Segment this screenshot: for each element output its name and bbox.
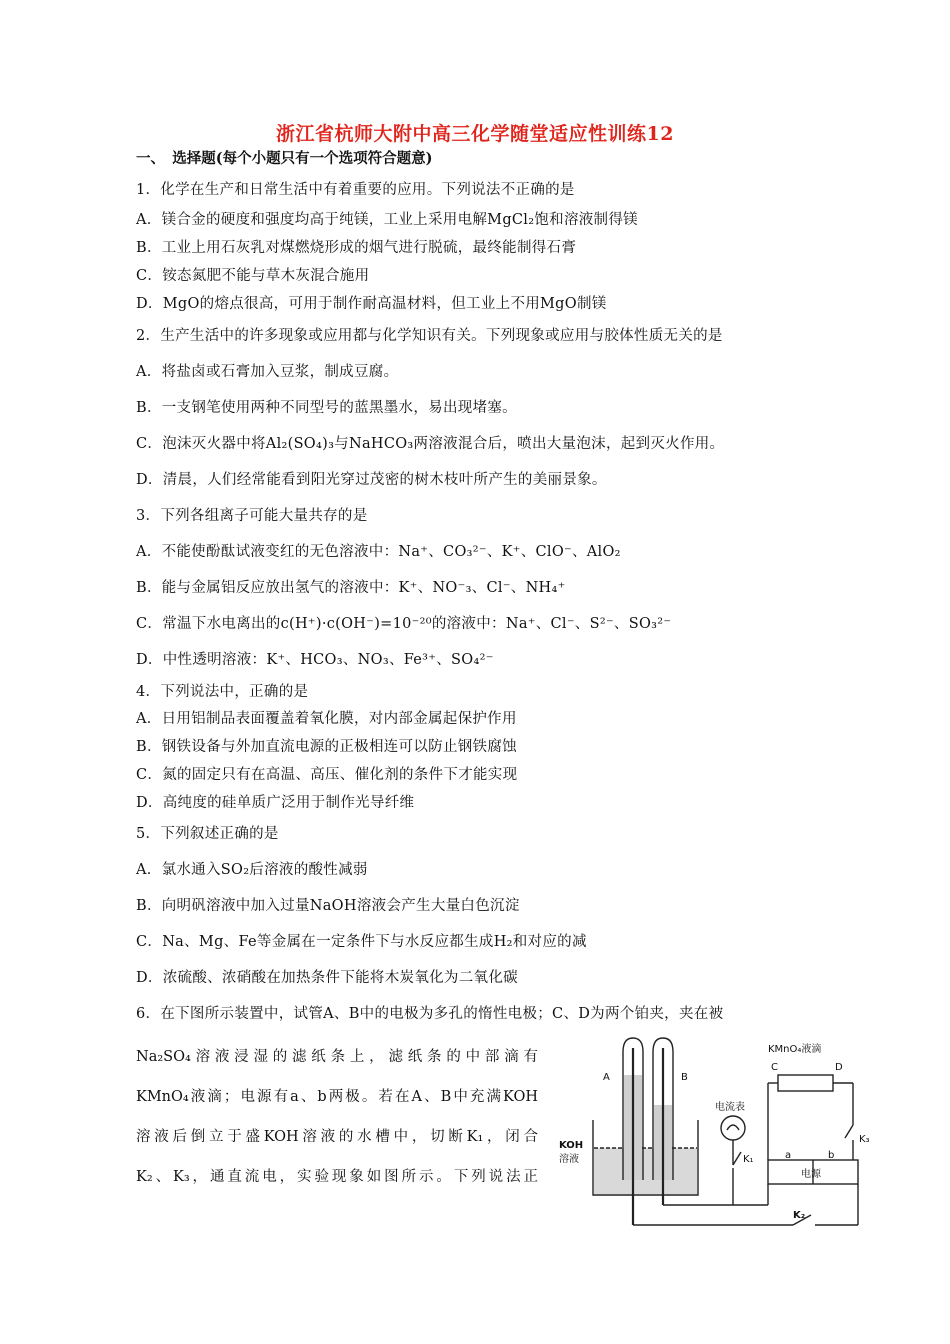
- q3-option-c: C．常温下水电离出的c(H⁺)·c(OH⁻)=10⁻²⁰的溶液中：Na⁺、Cl⁻、S²⁻、SO₃²⁻: [136, 616, 672, 632]
- q4-option-d: D．高纯度的硅单质广泛用于制作光导纤维: [136, 795, 415, 811]
- q3-option-a: A．不能使酚酞试液变红的无色溶液中：Na⁺、CO₃²⁻、K⁺、ClO⁻、AlO₂: [136, 544, 621, 560]
- q4-option-b: B．钢铁设备与外加直流电源的正极相连可以防止钢铁腐蚀: [136, 739, 517, 755]
- section-heading: 一、 选择题(每个小题只有一个选项符合题意): [136, 150, 433, 167]
- q3-option-d: D．中性透明溶液：K⁺、HCO₃、NO₃、Fe³⁺、SO₄²⁻: [136, 652, 494, 668]
- switch-k1: [733, 1152, 741, 1165]
- switch-k3: [845, 1125, 853, 1138]
- q6-line-1: Na₂SO₄溶液浸湿的滤纸条上，滤纸条的中部滴有: [136, 1049, 538, 1065]
- q1-option-d: D．MgO的熔点很高，可用于制作耐高温材料，但工业上不用MgO制镁: [136, 296, 607, 312]
- q2-option-d: D．清晨，人们经常能看到阳光穿过茂密的树木枝叶所产生的美丽景象。: [136, 472, 607, 488]
- q4-option-a: A．日用铝制品表面覆盖着氧化膜，对内部金属起保护作用: [136, 711, 517, 727]
- label-koh: KOH: [559, 1140, 584, 1151]
- q3-stem: 3．下列各组离子可能大量共存的是: [136, 508, 368, 524]
- filter-paper-strip: [778, 1075, 833, 1091]
- label-k3: K₃: [859, 1134, 870, 1145]
- q1-option-a: A．镁合金的硬度和强度均高于纯镁，工业上采用电解MgCl₂饱和溶液制得镁: [136, 212, 638, 228]
- q1-option-c: C．铵态氮肥不能与草木灰混合施用: [136, 268, 370, 284]
- label-d: D: [835, 1062, 843, 1073]
- q2-stem: 2．生产生活中的许多现象或应用都与化学知识有关。下列现象或应用与胶体性质无关的是: [136, 328, 723, 344]
- q1-option-b: B．工业上用石灰乳对煤燃烧形成的烟气进行脱硫，最终能制得石膏: [136, 240, 577, 256]
- label-ammeter: 电流表: [715, 1102, 745, 1113]
- q5-option-d: D．浓硫酸、浓硝酸在加热条件下能将木炭氧化为二氧化碳: [136, 970, 518, 986]
- q6-line-2: KMnO₄液滴；电源有a、b两极。若在A、B中充满KOH: [136, 1089, 538, 1105]
- q3-option-b: B．能与金属铝反应放出氢气的溶液中：K⁺、NO⁻₃、Cl⁻、NH₄⁺: [136, 580, 566, 596]
- q6-stem: 6．在下图所示装置中，试管A、B中的电极为多孔的惰性电极；C、D为两个铂夹，夹在被: [136, 1006, 724, 1022]
- q2-option-b: B．一支钢笔使用两种不同型号的蓝黑墨水，易出现堵塞。: [136, 400, 517, 416]
- page-title: 浙江省杭师大附中高三化学随堂适应性训练12: [276, 123, 674, 145]
- label-a: A: [603, 1072, 610, 1083]
- label-pole-a: a: [785, 1150, 792, 1161]
- label-b: B: [681, 1072, 688, 1083]
- q5-stem: 5．下列叙述正确的是: [136, 826, 279, 842]
- q5-option-c: C．Na、Mg、Fe等金属在一定条件下与水反应都生成H₂和对应的减: [136, 934, 587, 950]
- electrolysis-apparatus-figure: [553, 1030, 883, 1230]
- label-kmno4: KMnO₄液滴: [768, 1044, 822, 1055]
- label-pole-b: b: [828, 1150, 835, 1161]
- q6-line-3: 溶液后倒立于盛KOH溶液的水槽中，切断K₁，闭合: [136, 1129, 538, 1145]
- label-koh-solution: 溶液: [559, 1154, 579, 1165]
- q2-option-a: A．将盐卤或石膏加入豆浆，制成豆腐。: [136, 364, 399, 380]
- label-power: 电源: [801, 1169, 821, 1180]
- q6-line-4: K₂、K₃，通直流电，实验现象如图所示。下列说法正: [136, 1169, 538, 1185]
- koh-solution-fill: [594, 1148, 697, 1194]
- q1-stem: 1．化学在生产和日常生活中有着重要的应用。下列说法不正确的是: [136, 182, 575, 198]
- q5-option-b: B．向明矾溶液中加入过量NaOH溶液会产生大量白色沉淀: [136, 898, 520, 914]
- q5-option-a: A．氯水通入SO₂后溶液的酸性减弱: [136, 862, 368, 878]
- label-c: C: [771, 1062, 778, 1073]
- label-k2: K₂: [793, 1210, 806, 1221]
- q4-option-c: C．氮的固定只有在高温、高压、催化剂的条件下才能实现: [136, 767, 518, 783]
- q4-stem: 4．下列说法中，正确的是: [136, 684, 309, 700]
- ammeter: [721, 1116, 745, 1140]
- label-k1: K₁: [743, 1154, 754, 1165]
- q2-option-c: C．泡沫灭火器中将Al₂(SO₄)₃与NaHCO₃两溶液混合后，喷出大量泡沫，起到灭火作用。: [136, 436, 725, 452]
